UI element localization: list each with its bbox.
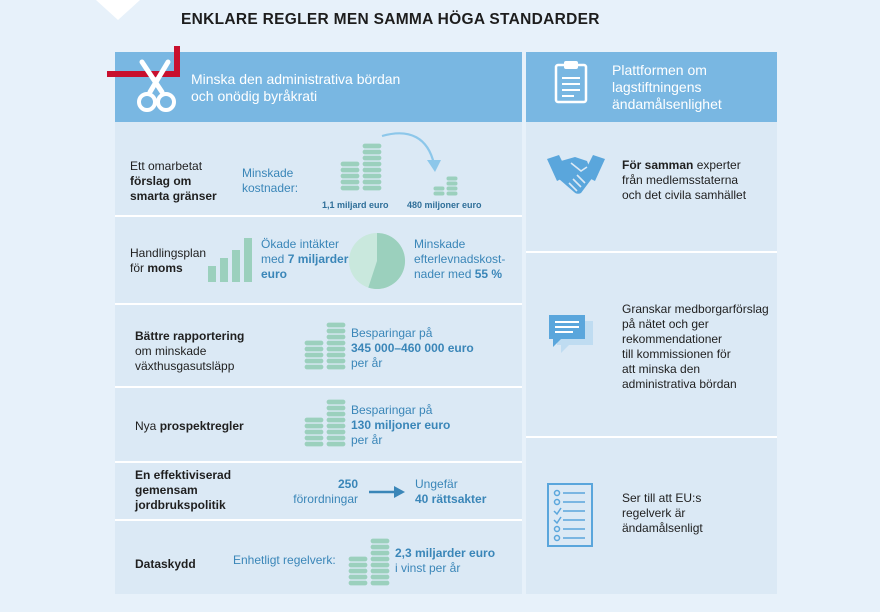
row5-from: [290, 477, 358, 507]
handshake-icon: [547, 153, 605, 197]
coin-stack-large-icon: [338, 140, 384, 198]
item2-text: [622, 302, 769, 392]
row4-savings-line3: per år: [351, 433, 383, 447]
left-header-text: [191, 71, 400, 105]
row-divider: [115, 386, 522, 388]
item2-line1: Granskar medborgarförslag: [622, 302, 769, 316]
pie-chart-icon: [348, 232, 406, 290]
row-divider: [115, 215, 522, 217]
row3-label: [135, 329, 244, 374]
right-header-text: [612, 62, 722, 113]
row1-label-line3: smarta gränser: [130, 189, 217, 203]
left-header-line1: Minska den administrativa bördan: [191, 71, 401, 87]
row3-savings-line3: per år: [351, 356, 383, 370]
row1-label: [130, 159, 217, 204]
row3-savings-amount: 345 000–460 000 euro: [351, 341, 474, 355]
item1-bold: För samman: [622, 158, 694, 172]
row3-savings: [351, 326, 474, 371]
item3-line1: Ser till att EU:s: [622, 491, 702, 505]
row2-cost-line1: Minskade: [414, 237, 466, 251]
scissors-icon: [104, 44, 190, 116]
right-header: [526, 52, 777, 122]
coin-stack-icon: [346, 536, 392, 590]
row1-amount-before: 1,1 miljard euro: [322, 200, 389, 210]
right-header-line3: ändamålsenlighet: [612, 96, 722, 112]
row5-to-line1: Ungefär: [415, 477, 458, 491]
row-divider: [115, 461, 522, 463]
row1-label-line1: Ett omarbetat: [130, 159, 203, 173]
row2-income-bold: 7 miljarder: [287, 252, 349, 266]
row1-label-line2: förslag om: [130, 174, 192, 188]
row3-label-line2: om minskade: [135, 344, 207, 358]
row6-gain-line2: i vinst per år: [395, 561, 461, 575]
row2-label-bold: moms: [147, 261, 183, 275]
item3-line2: regelverk är: [622, 506, 686, 520]
coin-stack-icon: [302, 397, 348, 451]
coin-stack-icon: [302, 320, 348, 374]
row2-label-prefix: för: [130, 261, 148, 275]
row1-amount-after: 480 miljoner euro: [407, 200, 482, 210]
row4-savings-line1: Besparingar på: [351, 403, 433, 417]
coin-stack-small-icon: [432, 172, 460, 198]
row6-desc: Enhetligt regelverk:: [233, 553, 336, 567]
item-divider: [526, 436, 777, 438]
row-divider: [115, 519, 522, 521]
row1-desc-line1: Minskade: [242, 166, 294, 180]
page-title: ENKLARE REGLER MEN SAMMA HÖGA STANDARDER: [181, 11, 600, 28]
row2-income-unit: euro: [261, 267, 288, 281]
item1-line1-rest: experter: [693, 158, 741, 172]
row4-label-bold: prospektregler: [159, 419, 244, 433]
row5-label-line2: gemensam: [135, 483, 198, 497]
row3-label-line1: Bättre rapportering: [135, 329, 245, 343]
row1-desc-line2: kostnader:: [242, 181, 299, 195]
row5-label: [135, 468, 231, 513]
checklist-icon: [547, 483, 593, 547]
item2-line5: att minska den: [622, 362, 701, 376]
right-arrow-icon: [368, 485, 406, 499]
left-header-line2: och onödig byråkrati: [191, 88, 318, 104]
item1-line2: från medlemsstaterna: [622, 173, 739, 187]
row5-label-line3: jordbrukspolitik: [135, 498, 226, 512]
row-divider: [115, 303, 522, 305]
item2-line2: på nätet och ger: [622, 317, 709, 331]
row2-cost-prefix: nader med: [414, 267, 475, 281]
item2-line3: rekommendationer: [622, 332, 723, 346]
right-header-line2: lagstiftningens: [612, 79, 702, 95]
row4-savings: [351, 403, 450, 448]
row5-from-label: förordningar: [293, 492, 358, 506]
row5-label-line1: En effektiviserad: [135, 468, 232, 482]
bar-growth-icon: [206, 234, 258, 284]
row2-cost-bold: 55 %: [474, 267, 503, 281]
item-divider: [526, 251, 777, 253]
clipboard-icon: [554, 60, 588, 104]
row2-income-prefix: med: [261, 252, 288, 266]
right-header-line1: Plattformen om: [612, 62, 707, 78]
row2-label-line1: Handlingsplan: [130, 246, 207, 260]
row2-cost-line2: efterlevnadskost-: [414, 252, 506, 266]
item3-line3: ändamålsenligt: [622, 521, 703, 535]
row6-label: Dataskydd: [135, 557, 196, 571]
row2-income-line1: Ökade intäkter: [261, 237, 340, 251]
row3-savings-line1: Besparingar på: [351, 326, 433, 340]
curved-arrow-icon: [380, 128, 442, 174]
row6-gain: [395, 546, 495, 576]
row5-to-amount: 40 rättsakter: [415, 492, 487, 506]
item1-text: [622, 158, 746, 203]
row4-savings-amount: 130 miljoner euro: [351, 418, 451, 432]
row2-income: [261, 237, 348, 282]
item2-line4: till kommissionen för: [622, 347, 731, 361]
item1-line3: och det civila samhället: [622, 188, 747, 202]
item3-text: [622, 491, 703, 536]
row1-desc: [242, 166, 298, 196]
row6-gain-amount: 2,3 miljarder euro: [395, 546, 496, 560]
row5-from-number: 250: [337, 477, 358, 491]
row2-label: [130, 246, 206, 276]
row4-label-prefix: Nya: [135, 419, 160, 433]
row4-label: [135, 419, 244, 434]
speech-bubbles-icon: [547, 313, 595, 357]
item2-line6: administrativa bördan: [622, 377, 737, 391]
top-notch: [96, 0, 140, 20]
row2-cost: [414, 237, 505, 282]
row3-label-line3: växthusgasutsläpp: [135, 359, 235, 373]
row5-to: [415, 477, 486, 507]
